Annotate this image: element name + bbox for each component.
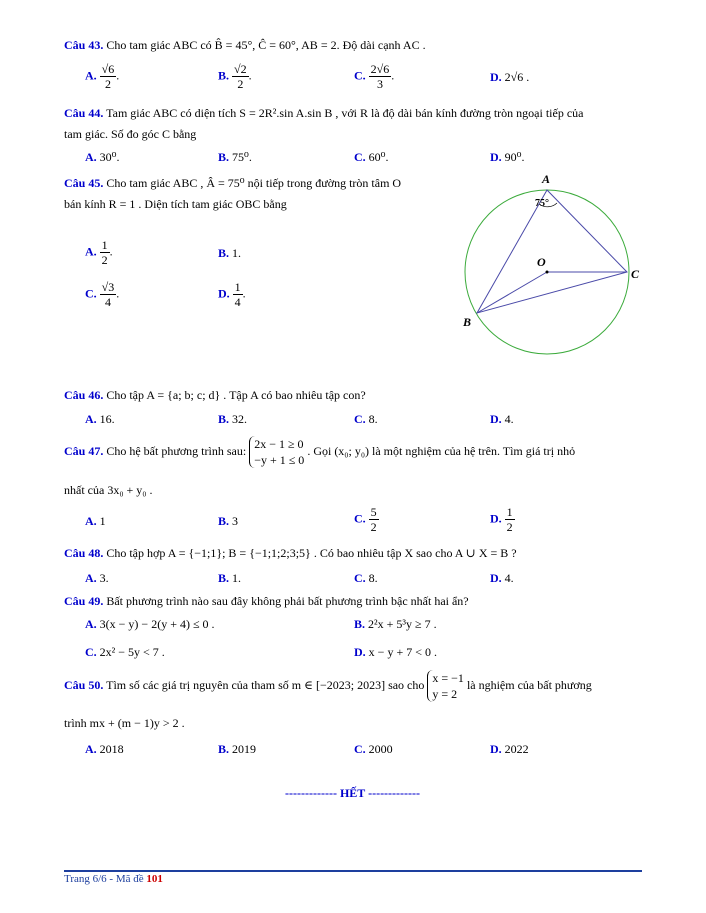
question-45	[64, 176, 401, 191]
q47-option-d[interactable]: D. $\frac{1}{2}$	[490, 505, 513, 534]
question-49: Câu 49. Bất phương trình nào sau đây không phải bất phương trình bậc nhất hai ẩn?	[64, 594, 469, 608]
exam-code: 101	[146, 873, 163, 885]
question-47-cont: nhất của 3x₀ + y₀ .	[64, 483, 153, 497]
q48-option-b[interactable]: B. 1.	[218, 571, 242, 585]
question-44	[64, 106, 583, 121]
page-footer: Trang 6/6 - Mã đề 101	[64, 873, 163, 885]
question-47: Câu 47. Cho hệ bất phương trình sau: 2x − 1 ≥ 0 −y + 1 ≤ 0 . Gọi (x₀; y₀) là một nghiệm của hệ trên. Tìm giá trị nhỏ	[64, 437, 576, 467]
triangle-abc	[477, 190, 627, 313]
center-point	[546, 271, 549, 274]
angle-label: 75°	[535, 198, 549, 209]
q49-option-d[interactable]: D. x − y + 7 < 0 .	[354, 645, 437, 659]
q50-option-d[interactable]: D. 2022	[490, 742, 529, 756]
question-text: Cho tam giác ABC có B̂ = 45°, Ĉ = 60°, AB = 2. Độ dài cạnh AC .	[106, 38, 426, 52]
question-44-cont: tam giác. Số đo góc C bằng	[64, 127, 197, 141]
q45-option-b[interactable]: B. 1.	[218, 246, 242, 260]
label-c: C	[631, 267, 640, 281]
q48-option-a[interactable]: A. 3.	[85, 571, 109, 585]
value-system: x = −1 y = 2	[427, 670, 464, 702]
q45-option-a[interactable]: A. $\frac{1}{2}$ .	[85, 238, 113, 267]
label-a: A	[542, 172, 551, 186]
question-label: Câu 43.	[64, 38, 104, 52]
q49-option-c[interactable]: C. 2x² − 5y < 7 .	[85, 645, 165, 659]
q46-option-b[interactable]: B. 32.	[218, 412, 248, 426]
q48-option-d[interactable]: D. 4.	[490, 571, 514, 585]
question-text: Cho tam giác ABC , Â = 75⁰ nội tiếp trong đường tròn tâm O	[106, 176, 402, 190]
question-text: Tam giác ABC có diện tích S = 2R².sin A.sin B , với R là độ dài bán kính đường tròn ngoại tiếp của	[106, 106, 584, 120]
q46-option-c[interactable]: C. 8.	[354, 412, 378, 426]
label-b: B	[463, 315, 472, 329]
inequality-system: 2x − 1 ≥ 0 −y + 1 ≤ 0	[249, 436, 304, 468]
q50-option-c[interactable]: C. 2000	[354, 742, 393, 756]
question-48: Câu 48. Cho tập hợp A = {−1;1}; B = {−1;1;2;3;5} . Có bao nhiêu tập X sao cho A ∪ X = B ?	[64, 546, 517, 560]
end-marker: ------------- HẾT -------------	[285, 786, 421, 800]
question-50: Câu 50. Tìm số các giá trị nguyên của tham số m ∈ [−2023; 2023] sao cho x = −1 y = 2 là nghiệm của bất phương	[64, 671, 592, 701]
q44-option-b[interactable]: B. 75⁰.	[218, 150, 252, 164]
q44-option-d[interactable]: D. 90⁰.	[490, 150, 525, 164]
q47-option-c[interactable]: C. $\frac{5}{2}$	[354, 505, 377, 534]
question-46: Câu 46. Cho tập A = {a; b; c; d} . Tập A có bao nhiêu tập con?	[64, 388, 366, 402]
q43-option-b[interactable]: B. $\frac{√2}{2}$ .	[218, 62, 252, 91]
q48-option-c[interactable]: C. 8.	[354, 571, 378, 585]
q49-option-b[interactable]: B. 2²x + 5³y ≥ 7 .	[354, 617, 437, 631]
q43-option-c[interactable]: C. $\frac{2√6}{3}$ .	[354, 62, 395, 91]
q47-option-a[interactable]: A. 1	[85, 514, 106, 528]
question-label: Câu 45.	[64, 176, 104, 190]
q46-option-a[interactable]: A. 16.	[85, 412, 115, 426]
footer-divider	[64, 870, 642, 872]
segment-ob	[477, 272, 547, 313]
q45-option-d[interactable]: D. $\frac{1}{4}$ .	[218, 280, 246, 309]
q46-option-d[interactable]: D. 4.	[490, 412, 514, 426]
question-45-cont: bán kính R = 1 . Diện tích tam giác OBC bằng	[64, 197, 287, 211]
q45-option-c[interactable]: C. $\frac{√3}{4}$ .	[85, 280, 120, 309]
q43-option-a[interactable]: A. $\frac{√6}{2}$ .	[85, 62, 120, 91]
question-43	[64, 38, 426, 53]
question-50-cont: trình mx + (m − 1)y > 2 .	[64, 716, 185, 730]
q50-option-b[interactable]: B. 2019	[218, 742, 257, 756]
circle-triangle-figure	[455, 168, 655, 358]
label-o: O	[537, 255, 546, 269]
q47-option-b[interactable]: B. 3	[218, 514, 239, 528]
q43-option-d[interactable]: D. 2√6 .	[490, 70, 530, 84]
question-label: Câu 44.	[64, 106, 104, 120]
q44-option-c[interactable]: C. 60⁰.	[354, 150, 389, 164]
q49-option-a[interactable]: A. 3(x − y) − 2(y + 4) ≤ 0 .	[85, 617, 215, 631]
q44-option-a[interactable]: A. 30⁰.	[85, 150, 120, 164]
q50-option-a[interactable]: A. 2018	[85, 742, 124, 756]
